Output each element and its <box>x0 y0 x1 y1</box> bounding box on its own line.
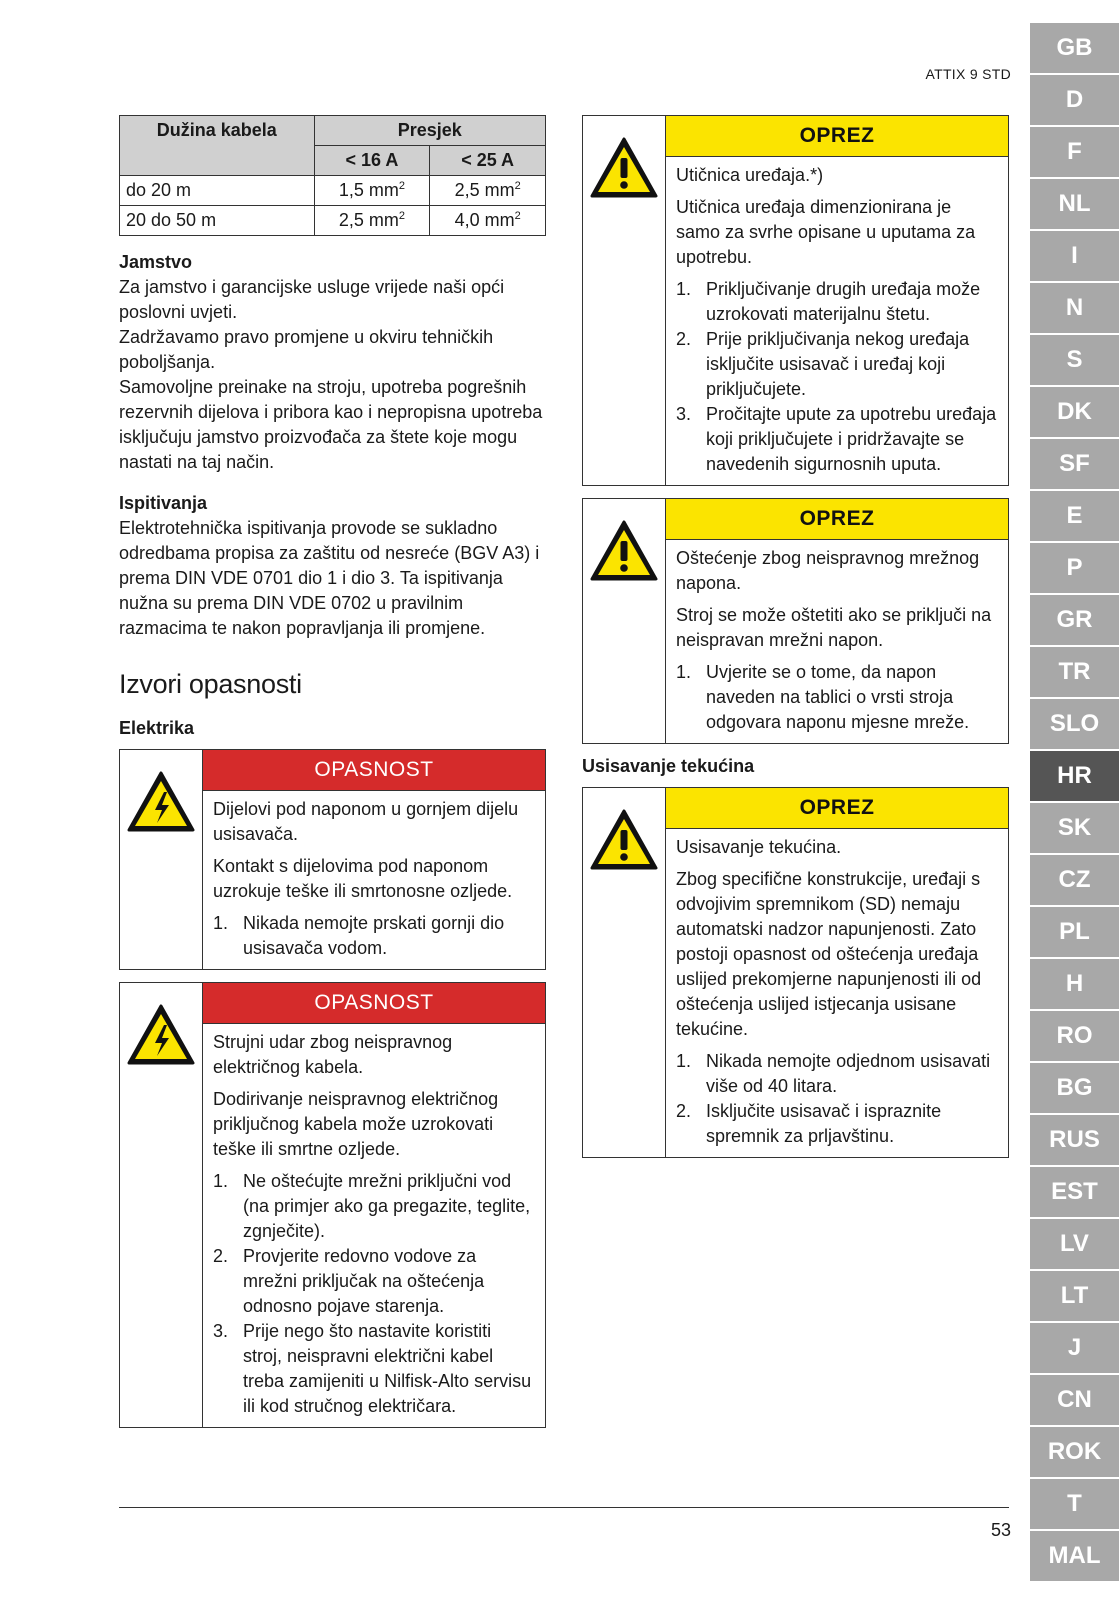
warning-text: Dijelovi pod naponom u gornjem dijelu usisavača. <box>213 799 519 844</box>
language-tab-n[interactable]: N <box>1030 283 1119 334</box>
language-tab-mal[interactable]: MAL <box>1030 1531 1119 1582</box>
hazards-heading: Izvori opasnosti <box>119 669 302 699</box>
language-tab-h[interactable]: H <box>1030 959 1119 1010</box>
warning-text: Stroj se može oštetiti ako se priključi na neispravan mrežni napon. <box>676 605 992 650</box>
footer-divider <box>119 1507 1009 1508</box>
warranty-heading: Jamstvo <box>119 252 193 272</box>
list-item: 2. Isključite usisavač i ispraznite spremnik za prljavštinu. <box>676 1101 942 1146</box>
table-cell: 2,5 $mm^2$ <box>430 176 546 206</box>
warning-steps <box>213 911 535 961</box>
warning-icon <box>589 808 659 872</box>
list-item: 1. Uvjerite se o tome, da napon naveden na tablici o vrsti stroja odgovara naponu mjesne mreže. <box>676 662 970 732</box>
left-column <box>119 115 546 1428</box>
warning-steps <box>676 1049 998 1149</box>
language-tab-e[interactable]: E <box>1030 491 1119 542</box>
list-item: 3. Pročitajte upute za upotrebu uređaja koji priključujete i pridržavajte se navedenih sigurnosnih uputa. <box>676 404 997 474</box>
warning-icon-cell <box>583 499 666 743</box>
electrical-heading: Elektrika <box>119 718 195 738</box>
warning-steps <box>676 660 998 735</box>
warranty-paragraph: Zadržavamo pravo promjene u okviru tehničkih poboljšanja. <box>119 327 494 372</box>
sub-25a-header: < 25 A <box>430 146 546 176</box>
language-tab-rok[interactable]: ROK <box>1030 1427 1119 1478</box>
electric-hazard-icon-cell <box>120 983 203 1427</box>
caution-title: OPREZ <box>666 499 1008 540</box>
language-tab-gb[interactable]: GB <box>1030 23 1119 74</box>
language-tab-dk[interactable]: DK <box>1030 387 1119 438</box>
table-cell: 2,5 $mm^2$ <box>314 206 430 236</box>
danger-box <box>119 749 546 970</box>
language-tab-f[interactable]: F <box>1030 127 1119 178</box>
language-tab-t[interactable]: T <box>1030 1479 1119 1530</box>
list-item: 1. Nikada nemojte prskati gornji dio usisavača vodom. <box>213 913 505 958</box>
table-cell: 4,0 $mm^2$ <box>430 206 546 236</box>
document-model: ATTIX 9 STD <box>925 66 1011 82</box>
caution-box <box>582 787 1009 1158</box>
warning-icon-cell <box>583 116 666 485</box>
language-tab-p[interactable]: P <box>1030 543 1119 594</box>
page-number: 53 <box>990 1520 1011 1540</box>
warning-text: Usisavanje tekućina. <box>676 837 842 857</box>
warning-text: Utičnica uređaja dimenzionirana je samo za svrhe opisane u uputama za upotrebu. <box>676 197 976 267</box>
cable-table <box>119 115 546 236</box>
table-row <box>120 206 546 236</box>
language-tab-pl[interactable]: PL <box>1030 907 1119 958</box>
tests-heading: Ispitivanja <box>119 493 208 513</box>
caution-title: OPREZ <box>666 788 1008 829</box>
language-tab-slo[interactable]: SLO <box>1030 699 1119 750</box>
language-tab-gr[interactable]: GR <box>1030 595 1119 646</box>
list-item: 1. Nikada nemojte odjednom usisavati više od 40 litara. <box>676 1051 991 1096</box>
danger-box <box>119 982 546 1428</box>
warning-text: Dodirivanje neispravnog električnog priključnog kabela može uzrokovati teške ili smrtne ozljede. <box>213 1089 499 1159</box>
warning-steps <box>213 1169 535 1419</box>
warranty-paragraph: Za jamstvo i garancijske usluge vrijede naši opći poslovni uvjeti. <box>119 277 505 322</box>
table-cell: 1,5 $mm^2$ <box>314 176 430 206</box>
language-tab-cz[interactable]: CZ <box>1030 855 1119 906</box>
language-tab-bg[interactable]: BG <box>1030 1063 1119 1114</box>
sub-16a-header: < 16 A <box>314 146 430 176</box>
cross-section-header: Presjek <box>314 116 545 146</box>
language-tab-j[interactable]: J <box>1030 1323 1119 1374</box>
language-sidebar <box>1030 0 1119 1600</box>
list-item: 3. Prije nego što nastavite koristiti stroj, neispravni električni kabel treba zamijeniti u Nilfisk-Alto servisu ili kod stručnog električara. <box>213 1321 532 1416</box>
language-tab-tr[interactable]: TR <box>1030 647 1119 698</box>
warning-icon <box>589 136 659 200</box>
warranty-paragraph: Samovoljne preinake na stroju, upotreba pogrešnih rezervnih dijelova i pribora kao i nepropisna upotreba isključuju jamstvo proizvođača za štete koje mogu nastati na taj način. <box>119 377 543 472</box>
language-tab-sf[interactable]: SF <box>1030 439 1119 490</box>
warning-text: Strujni udar zbog neispravnog električnog kabela. <box>213 1032 453 1077</box>
right-column <box>582 115 1009 1158</box>
table-cell: 20 do 50 m <box>120 206 315 236</box>
electric-hazard-icon-cell <box>120 750 203 969</box>
language-tab-i[interactable]: I <box>1030 231 1119 282</box>
language-tab-d[interactable]: D <box>1030 75 1119 126</box>
caution-box <box>582 115 1009 486</box>
tests-paragraph: Elektrotehnička ispitivanja provode se sukladno odredbama propisa za zaštitu od nesreće (BGV A3) i prema DIN VDE 0701 dio 1 i dio 3. Ta ispitivanja nužna su prema DIN VDE 0702 u pravilnim razmacima te nakon popravljanja ili promjene. <box>119 518 540 638</box>
language-tab-lv[interactable]: LV <box>1030 1219 1119 1270</box>
danger-title: OPASNOST <box>203 983 545 1024</box>
warning-icon <box>589 519 659 583</box>
warning-text: Utičnica uređaja.*) <box>676 165 824 185</box>
electric-hazard-icon <box>126 1003 196 1067</box>
list-item: 1. Priključivanje drugih uređaja može uzrokovati materijalnu štetu. <box>676 279 981 324</box>
language-tab-lt[interactable]: LT <box>1030 1271 1119 1322</box>
language-tab-rus[interactable]: RUS <box>1030 1115 1119 1166</box>
electric-hazard-icon <box>126 770 196 834</box>
list-item: 1. Ne oštećujte mrežni priključni vod (na primjer ako ga pregazite, teglite, zgnječite). <box>213 1171 531 1241</box>
language-tab-ro[interactable]: RO <box>1030 1011 1119 1062</box>
danger-title: OPASNOST <box>203 750 545 791</box>
warning-text: Oštećenje zbog neispravnog mrežnog napona. <box>676 548 980 593</box>
table-cell: do 20 m <box>120 176 315 206</box>
warning-text: Kontakt s dijelovima pod naponom uzrokuje teške ili smrtonosne ozljede. <box>213 856 513 901</box>
caution-title: OPREZ <box>666 116 1008 157</box>
language-tab-est[interactable]: EST <box>1030 1167 1119 1218</box>
caution-box <box>582 498 1009 744</box>
warning-icon-cell <box>583 788 666 1157</box>
language-tab-nl[interactable]: NL <box>1030 179 1119 230</box>
language-tab-hr[interactable]: HR <box>1030 751 1119 802</box>
warning-text: Zbog specifične konstrukcije, uređaji s odvojivim spremnikom (SD) nemaju automatski nadzor napunjenosti. Zato postoji opasnost od oštećenja uređaja uslijed prekomjerne napunjenosti ili od oštećenja uslijed istjecanja usisane tekućine. <box>676 869 982 1039</box>
warning-steps <box>676 277 998 477</box>
table-row <box>120 176 546 206</box>
language-tab-cn[interactable]: CN <box>1030 1375 1119 1426</box>
cable-length-header: Dužina kabela <box>120 116 315 176</box>
language-tab-s[interactable]: S <box>1030 335 1119 386</box>
list-item: 2. Provjerite redovno vodove za mrežni priključak na oštećenja odnosno pojave starenja. <box>213 1246 485 1316</box>
language-tab-sk[interactable]: SK <box>1030 803 1119 854</box>
liquid-suction-heading: Usisavanje tekućina <box>582 756 755 776</box>
list-item: 2. Prije priključivanja nekog uređaja isključite usisavač i uređaj koji priključujete. <box>676 329 970 399</box>
